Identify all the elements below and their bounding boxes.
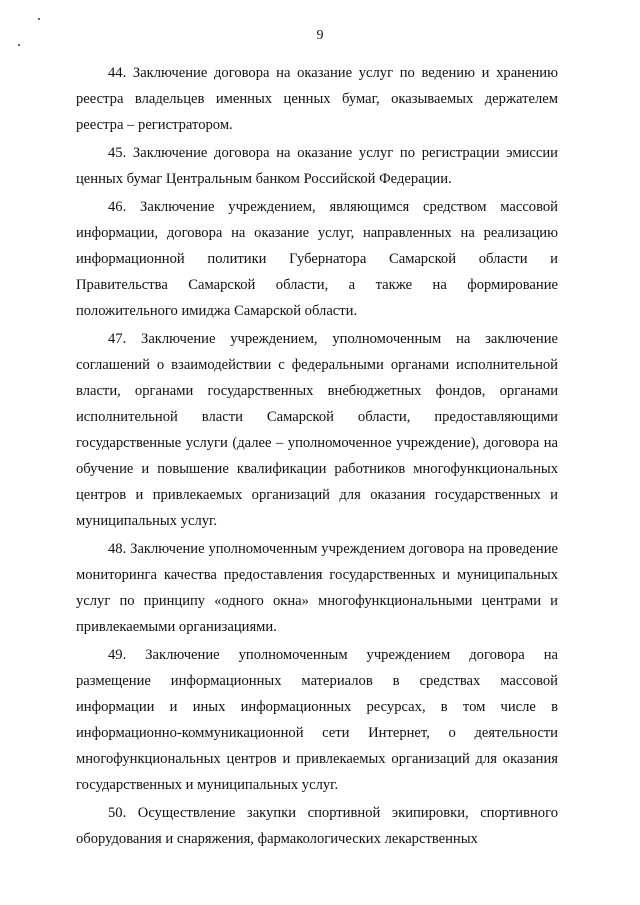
paragraph-47: 47. Заключение учреждением, уполномоченным на заключение соглашений о взаимодействии с федеральными органами исполнительной власти, органами государственных внебюджетных фондов, органами исполнительной власти Самарской области, предоставляющими государственные услуги (далее – уполномоченное учреждение), договора на обучение и повышение квалификации работников многофункциональных центров и привлекаемых организаций для оказания государственных и муниципальных услуг. [76,331,558,529]
document-body [76,60,558,854]
paragraph-46: 46. Заключение учреждением, являющимся средством массовой информации, договора на оказание услуг, направленных на реализацию информационной политики Губернатора Самарской области и Правительства Самарской области, а также на формирование положительного имиджа Самарской области. [76,199,558,319]
page-number: 9 [316,28,324,43]
paragraph-49: 49. Заключение уполномоченным учреждением договора на размещение информационных материалов в средствах массовой информации и иных информационных ресурсах, в том числе в информационно-коммуникационной сети Интернет, о деятельности многофункциональных центров и привлекаемых организаций для оказания государственных и муниципальных услуг. [76,647,558,793]
paragraph-44: 44. Заключение договора на оказание услуг по ведению и хранению реестра владельцев именных ценных бумаг, оказываемых держателем реестра – регистратором. [76,65,558,133]
scan-speck [38,18,40,20]
paragraph-45: 45. Заключение договора на оказание услуг по регистрации эмиссии ценных бумаг Центральным банком Российской Федерации. [76,145,558,187]
paragraph-50: 50. Осуществление закупки спортивной экипировки, спортивного оборудования и снаряжения, фармакологических лекарственных [76,805,558,847]
paragraph-48: 48. Заключение уполномоченным учреждением договора на проведение мониторинга качества предоставления государственных и муниципальных услуг по принципу «одного окна» многофункциональными центрами и привлекаемыми организациями. [76,541,558,635]
